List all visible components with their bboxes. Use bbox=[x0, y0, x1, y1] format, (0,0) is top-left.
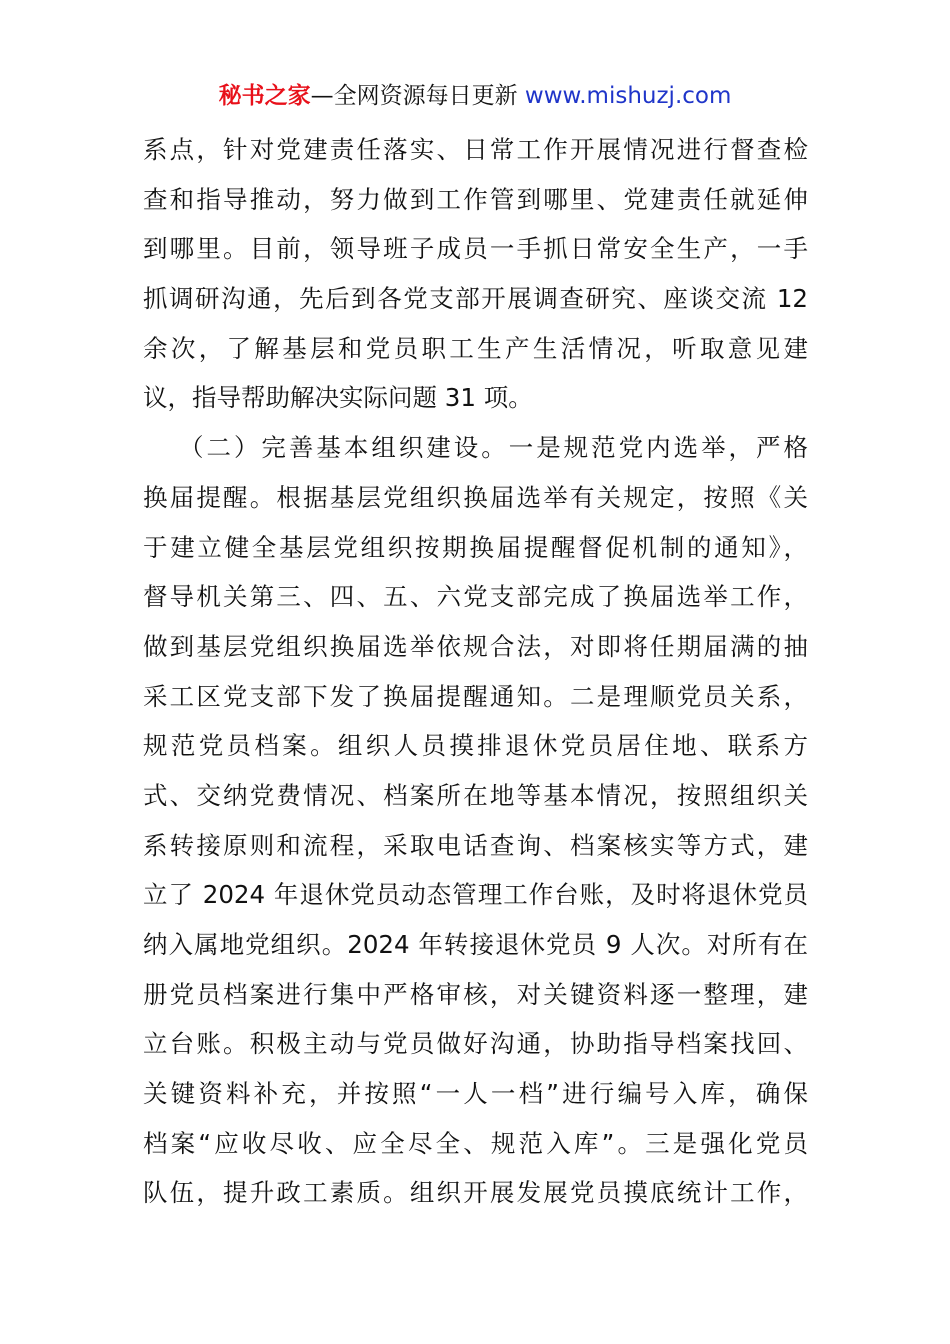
text-line: 议，指导帮助解决实际问题 31 项。 bbox=[143, 383, 533, 413]
text-line: 立了 2024 年退休党员动态管理工作台账，及时将退休党员 bbox=[143, 880, 808, 910]
text-line: 系转接原则和流程，采取电话查询、档案核实等方式，建 bbox=[143, 830, 808, 860]
text-line: 系点，针对党建责任落实、日常工作开展情况进行督查检 bbox=[143, 135, 808, 164]
text-line: 队伍，提升政工素质。组织开展发展党员摸底统计工作， bbox=[143, 1178, 808, 1208]
text-line: 关键资料补充，并按照“一人一档”进行编号入库，确保 bbox=[143, 1079, 808, 1109]
text-line: 立台账。积极主动与党员做好沟通，协助指导档案找回、 bbox=[143, 1029, 808, 1059]
document-body bbox=[143, 125, 808, 1218]
text-line: 式、交纳党费情况、档案所在地等基本情况，按照组织关 bbox=[143, 780, 808, 810]
text-line: 纳入属地党组织。2024 年转接退休党员 9 人次。对所有在 bbox=[143, 930, 808, 959]
site-tagline: —全网资源每日更新 bbox=[310, 83, 518, 109]
text-line: 换届提醒。根据基层党组织换届选举有关规定，按照《关 bbox=[143, 482, 808, 512]
page-header bbox=[0, 80, 950, 112]
text-line: 采工区党支部下发了换届提醒通知。二是理顺党员关系， bbox=[143, 681, 808, 711]
text-line: 档案“应收尽收、应全尽全、规范入库”。三是强化党员 bbox=[143, 1128, 808, 1158]
text-line: 查和指导推动，努力做到工作管到哪里、党建责任就延伸 bbox=[143, 184, 808, 214]
text-line: 抓调研沟通，先后到各党支部开展调查研究、座谈交流 12 bbox=[143, 284, 808, 314]
text-line: 督导机关第三、四、五、六党支部完成了换届选举工作， bbox=[143, 582, 808, 612]
text-line: 于建立健全基层党组织按期换届提醒督促机制的通知》， bbox=[143, 532, 808, 562]
text-line: （二）完善基本组织建设。一是规范党内选举，严格 bbox=[179, 433, 808, 463]
text-line: 做到基层党组织换届选举依规合法，对即将任期届满的抽 bbox=[143, 631, 808, 661]
paragraph bbox=[143, 423, 808, 1218]
paragraph bbox=[143, 125, 808, 423]
text-line: 到哪里。目前，领导班子成员一手抓日常安全生产，一手 bbox=[143, 234, 808, 264]
text-line: 余次，了解基层和党员职工生产生活情况，听取意见建 bbox=[143, 333, 808, 363]
site-brand: 秘书之家 bbox=[218, 83, 311, 109]
text-line: 册党员档案进行集中严格审核，对关键资料逐一整理，建 bbox=[143, 979, 808, 1009]
site-url-link[interactable]: www.mishuzj.com bbox=[524, 83, 732, 109]
text-line: 规范党员档案。组织人员摸排退休党员居住地、联系方 bbox=[143, 731, 808, 761]
